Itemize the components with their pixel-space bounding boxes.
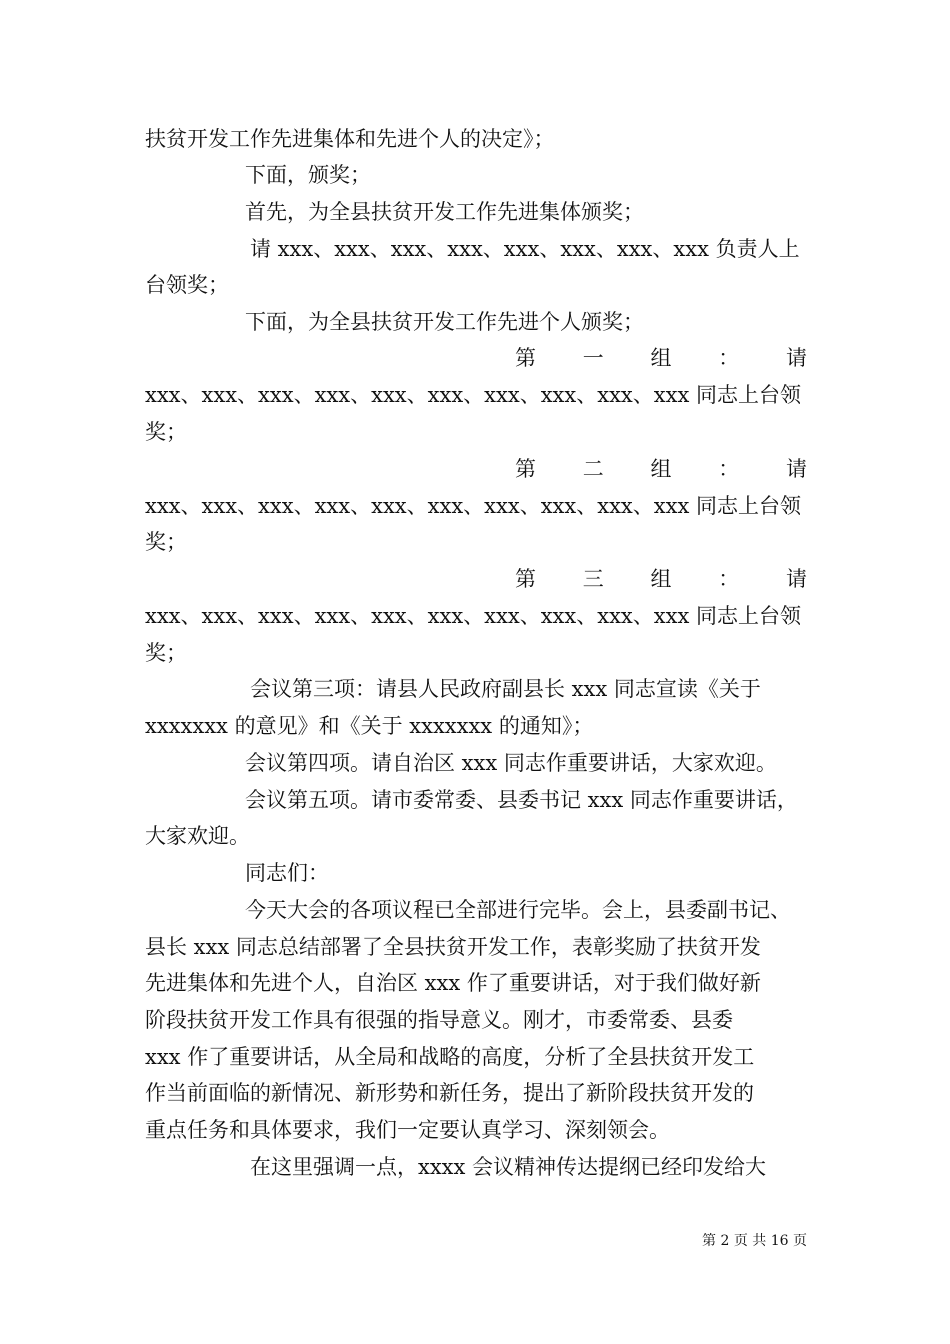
text-line: xxxxxxx 的意见》和《关于 xxxxxxx 的通知》；	[145, 714, 594, 738]
text-line: 下面，颁奖；	[245, 163, 371, 187]
text-line: 奖；	[145, 530, 187, 554]
page-number: 第 2 页 共 16 页	[702, 1233, 807, 1249]
text-line: 请 xxx、xxx、xxx、xxx、xxx、xxx、xxx、xxx 负责人上	[250, 237, 800, 261]
text-line: 县长 xxx 同志总结部署了全县扶贫开发工作，表彰奖励了扶贫开发	[145, 935, 761, 959]
text-line: 首先，为全县扶贫开发工作先进集体颁奖；	[245, 200, 644, 224]
text-line: 下面，为全县扶贫开发工作先进个人颁奖；	[245, 310, 644, 334]
text-line: xxx、xxx、xxx、xxx、xxx、xxx、xxx、xxx、xxx、xxx 同志上台领	[145, 494, 801, 518]
group-heading: 第 二 组 ： 请	[515, 457, 807, 481]
text-line: 扶贫开发工作先进集体和先进个人的决定》；	[145, 127, 555, 151]
text-line: xxx 作了重要讲话，从全局和战略的高度，分析了全县扶贫开发工	[145, 1045, 755, 1069]
text-line: xxx、xxx、xxx、xxx、xxx、xxx、xxx、xxx、xxx、xxx 同志上台领	[145, 383, 801, 407]
group-heading: 第 三 组 ： 请	[515, 567, 807, 591]
text-line: 奖；	[145, 420, 187, 444]
group-heading: 第 一 组 ： 请	[515, 346, 807, 370]
text-line: 阶段扶贫开发工作具有很强的指导意义。刚才，市委常委、县委	[145, 1008, 733, 1032]
text-line: 会议第五项。请市委常委、县委书记 xxx 同志作重要讲话，	[245, 788, 798, 812]
text-line: 会议第四项。请自治区 xxx 同志作重要讲话，大家欢迎。	[245, 751, 777, 775]
text-line: 台领奖；	[145, 273, 229, 297]
text-line: 大家欢迎。	[145, 824, 250, 848]
text-line: 今天大会的各项议程已全部进行完毕。会上，县委副书记、	[245, 898, 791, 922]
text-line: 同志们：	[245, 861, 329, 885]
text-line: 奖；	[145, 641, 187, 665]
text-line: 会议第三项：请县人民政府副县长 xxx 同志宣读《关于	[250, 677, 761, 701]
text-line: 先进集体和先进个人，自治区 xxx 作了重要讲话，对于我们做好新	[145, 971, 761, 995]
text-line: xxx、xxx、xxx、xxx、xxx、xxx、xxx、xxx、xxx、xxx 同志上台领	[145, 604, 801, 628]
text-line: 重点任务和具体要求，我们一定要认真学习、深刻领会。	[145, 1118, 670, 1142]
text-line: 作当前面临的新情况、新形势和新任务，提出了新阶段扶贫开发的	[145, 1081, 754, 1105]
text-line: 在这里强调一点，xxxx 会议精神传达提纲已经印发给大	[250, 1155, 767, 1179]
